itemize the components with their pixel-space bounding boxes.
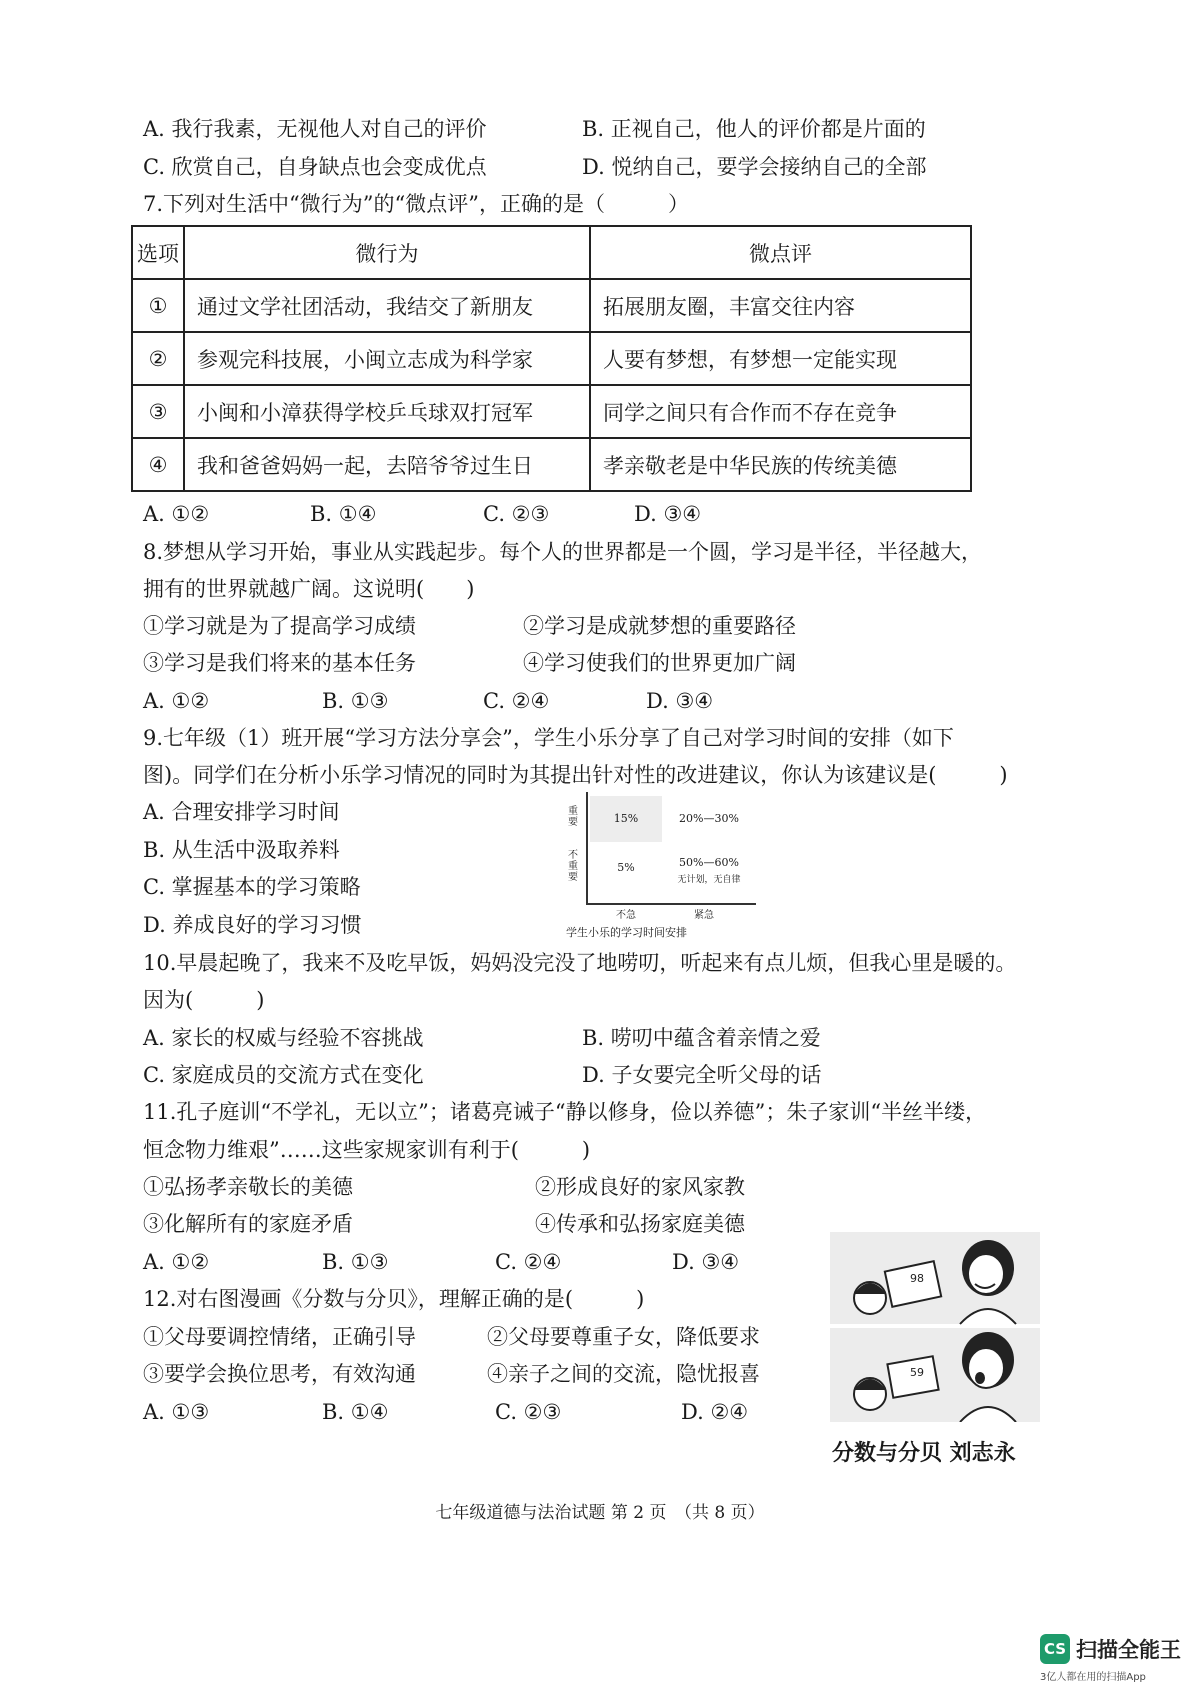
q11-statement-4: ④传承和弘扬家庭美德 <box>535 1212 745 1236</box>
q9-option-a: A. 合理安排学习时间 <box>143 800 340 824</box>
chart-y-label-top: 重要 <box>568 806 578 828</box>
q6-option-d: D. 悦纳自己，要学会接纳自己的全部 <box>582 155 927 179</box>
q12-option-c: C. ②③ <box>495 1400 562 1424</box>
comic-child-top <box>854 1282 886 1314</box>
table-row <box>132 332 971 385</box>
table-cell: ④ <box>132 438 184 491</box>
comic-title: 分数与分贝 刘志永 <box>832 1441 1016 1466</box>
q8-statement-2: ②学习是成就梦想的重要路径 <box>523 614 796 638</box>
q12-option-d: D. ②④ <box>681 1400 749 1424</box>
table-cell: 同学之间只有合作而不存在竞争 <box>590 385 971 438</box>
scanner-tagline: 3亿人都在用的扫描App <box>1040 1672 1146 1683</box>
table-cell: 参观完科技展，小闽立志成为科学家 <box>184 332 590 385</box>
chart-y-label-bottom: 不重要 <box>568 850 578 883</box>
q7-option-a: A. ①② <box>143 502 210 526</box>
study-time-chart <box>566 792 776 942</box>
chart-cell-important-urgent: 20%—30% <box>679 812 739 825</box>
table-cell: 拓展朋友圈，丰富交往内容 <box>590 279 971 332</box>
comic-score-bottom: 59 <box>910 1366 924 1379</box>
q9-option-d: D. 养成良好的学习习惯 <box>143 913 362 937</box>
q12-option-a: A. ①③ <box>143 1400 210 1424</box>
q12-statement-3: ③要学会换位思考，有效沟通 <box>143 1362 416 1386</box>
q10-option-d: D. 子女要完全听父母的话 <box>582 1063 822 1087</box>
q8-statement-4: ④学习使我们的世界更加广阔 <box>523 651 796 675</box>
q6-option-c: C. 欣赏自己，自身缺点也会变成优点 <box>143 155 487 179</box>
chart-cell-unimportant-urgent-note: 无计划，无自律 <box>677 875 741 885</box>
q11-statement-2: ②形成良好的家风家教 <box>535 1175 745 1199</box>
q8-stem-line-2: 拥有的世界就越广阔。这说明( ) <box>143 577 475 601</box>
table-cell: 孝亲敬老是中华民族的传统美德 <box>590 438 971 491</box>
q8-option-d: D. ③④ <box>646 689 714 713</box>
table-cell: 人要有梦想，有梦想一定能实现 <box>590 332 971 385</box>
chart-cell-unimportant-not-urgent: 5% <box>617 861 635 874</box>
table-cell: 通过文学社团活动，我结交了新朋友 <box>184 279 590 332</box>
q12-statement-4: ④亲子之间的交流，隐忧报喜 <box>487 1362 760 1386</box>
q8-option-c: C. ②④ <box>483 689 550 713</box>
chart-x-axis <box>586 903 756 905</box>
table-row <box>132 385 971 438</box>
q6-option-a: A. 我行我素，无视他人对自己的评价 <box>143 117 487 141</box>
comic-child-bottom <box>854 1378 886 1410</box>
q7-option-b: B. ①④ <box>310 502 377 526</box>
q11-statement-1: ①弘扬孝亲敬长的美德 <box>143 1175 353 1199</box>
q9-option-b: B. 从生活中汲取养料 <box>143 838 340 862</box>
chart-cell-important-not-urgent: 15% <box>590 796 662 842</box>
table-cell: ② <box>132 332 184 385</box>
q12-statement-2: ②父母要尊重子女，降低要求 <box>487 1325 760 1349</box>
q8-option-a: A. ①② <box>143 689 210 713</box>
q7-option-c: C. ②③ <box>483 502 550 526</box>
scanner-brand-name: 扫描全能王 <box>1076 1638 1181 1662</box>
chart-x-label-right: 紧急 <box>694 910 714 921</box>
q10-option-b: B. 唠叨中蕴含着亲情之爱 <box>582 1026 821 1050</box>
table-cell: 我和爸爸妈妈一起，去陪爷爷过生日 <box>184 438 590 491</box>
table-cell: ③ <box>132 385 184 438</box>
q12-statement-1: ①父母要调控情绪，正确引导 <box>143 1325 416 1349</box>
q10-stem-line-2: 因为( ) <box>143 988 265 1012</box>
q7-stem: 7.下列对生活中“微行为”的“微点评”，正确的是（ ） <box>143 192 689 216</box>
table-cell: 小闽和小漳获得学校乒乓球双打冠军 <box>184 385 590 438</box>
q11-option-b: B. ①③ <box>322 1250 389 1274</box>
q12-option-b: B. ①④ <box>322 1400 389 1424</box>
table-header-cell: 微点评 <box>590 226 971 279</box>
table-cell: ① <box>132 279 184 332</box>
chart-caption: 学生小乐的学习时间安排 <box>566 926 687 939</box>
q9-stem-line-2: 图)。同学们在分析小乐学习情况的同时为其提出针对性的改进建议，你认为该建议是( ) <box>143 763 1008 787</box>
q8-option-b: B. ①③ <box>322 689 389 713</box>
chart-x-label-left: 不急 <box>616 910 636 921</box>
q12-stem: 12.对右图漫画《分数与分贝》，理解正确的是( ) <box>143 1287 645 1311</box>
comic-score-top: 98 <box>910 1272 924 1285</box>
q11-option-a: A. ①② <box>143 1250 210 1274</box>
chart-y-axis <box>586 792 588 904</box>
q11-option-d: D. ③④ <box>672 1250 740 1274</box>
q11-statement-3: ③化解所有的家庭矛盾 <box>143 1212 353 1236</box>
q8-statement-3: ③学习是我们将来的基本任务 <box>143 651 416 675</box>
table-header-row <box>132 226 971 279</box>
q7-option-d: D. ③④ <box>634 502 702 526</box>
q8-statement-1: ①学习就是为了提高学习成绩 <box>143 614 416 638</box>
q7-table <box>131 225 972 492</box>
table-row <box>132 279 971 332</box>
page-footer: 七年级道德与法治试题 第 2 页 （共 8 页） <box>435 1503 765 1523</box>
q11-stem-line-2: 恒念物力维艰”……这些家规家训有利于( ) <box>143 1138 591 1162</box>
q11-option-c: C. ②④ <box>495 1250 562 1274</box>
q10-stem-line-1: 10.早晨起晚了，我来不及吃早饭，妈妈没完没了地唠叨，听起来有点儿烦，但我心里是暖的。 <box>143 951 1017 975</box>
table-row <box>132 438 971 491</box>
q10-option-c: C. 家庭成员的交流方式在变化 <box>143 1063 424 1087</box>
q6-option-b: B. 正视自己，他人的评价都是片面的 <box>582 117 926 141</box>
scanner-logo-icon: CS <box>1040 1634 1070 1664</box>
comic-illustration <box>830 1232 1040 1422</box>
table-header-cell: 选项 <box>132 226 184 279</box>
q8-stem-line-1: 8.梦想从学习开始，事业从实践起步。每个人的世界都是一个圆，学习是半径，半径越大， <box>143 540 983 564</box>
q10-option-a: A. 家长的权威与经验不容挑战 <box>143 1026 424 1050</box>
q9-option-c: C. 掌握基本的学习策略 <box>143 875 361 899</box>
comic-test-paper-bottom <box>887 1356 938 1397</box>
table-header-cell: 微行为 <box>184 226 590 279</box>
chart-cell-unimportant-urgent: 50%—60% <box>679 856 739 869</box>
q9-stem-line-1: 9.七年级（1）班开展“学习方法分享会”，学生小乐分享了自己对学习时间的安排（如下 <box>143 726 954 750</box>
q11-stem-line-1: 11.孔子庭训“不学礼，无以立”；诸葛亮诫子“静以修身，俭以养德”；朱子家训“半丝半缕， <box>143 1100 987 1124</box>
